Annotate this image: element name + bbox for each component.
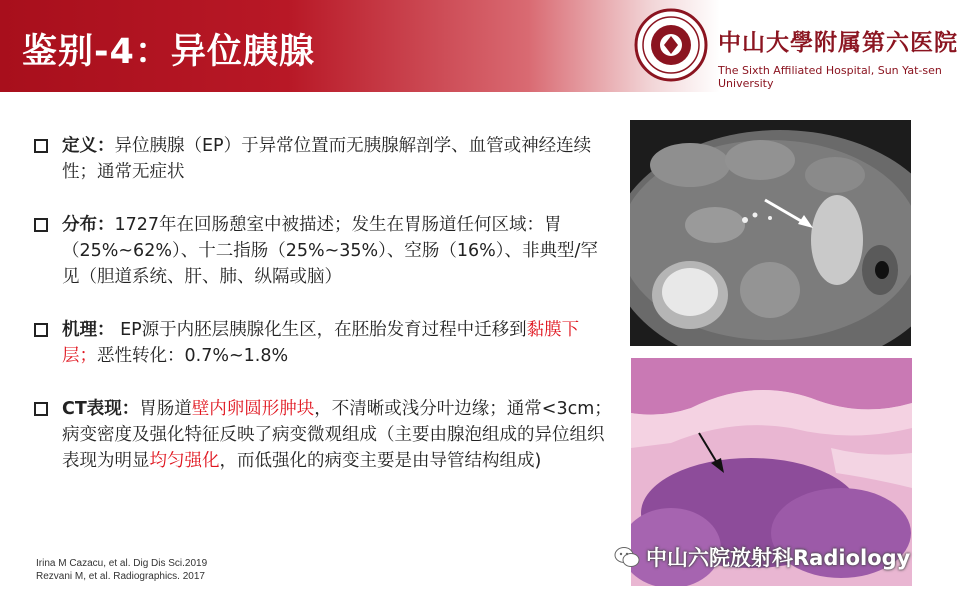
- wechat-icon: [614, 546, 640, 568]
- highlight-text: 黏膜下层；: [62, 320, 580, 366]
- reference-item: Rezvani M, et al. Radiographics. 2017: [36, 571, 205, 582]
- bullet-label: CT表现：: [62, 399, 140, 419]
- header-banner: [0, 0, 960, 92]
- watermark-text: 中山六院放射科Radiology: [646, 546, 911, 570]
- bullet-text: 胃肠道: [139, 399, 192, 419]
- hospital-name: 中山大學附属第六医院: [718, 30, 958, 56]
- watermark: [614, 542, 910, 572]
- highlight-text: 均匀强化: [149, 451, 220, 471]
- checkbox-square-icon: [34, 218, 48, 232]
- bullet-label: 分布：: [62, 215, 115, 235]
- ct-scan-image: [630, 120, 911, 346]
- bullet-label: 机理：: [62, 320, 115, 340]
- hospital-english-name: The Sixth Affiliated Hospital, Sun Yat-sen University: [718, 64, 942, 90]
- bullet-mechanism: [34, 317, 614, 369]
- bullet-distribution: [34, 212, 614, 290]
- bullet-label: 定义：: [62, 136, 115, 156]
- bullet-text: ，而低强化的病变主要是由导管结构组成): [219, 451, 542, 471]
- hospital-logo: [634, 8, 708, 82]
- page-title: 鉴别-4：异位胰腺: [22, 32, 315, 72]
- bullet-text: 异位胰腺（EP）于异常位置而无胰腺解剖学、血管或神经连续性；通常无症状: [62, 136, 592, 182]
- bullet-list: [34, 133, 614, 474]
- checkbox-square-icon: [34, 139, 48, 153]
- bullet-text: 1727年在回肠憩室中被描述；发生在胃肠道任何区域：胃（25%~62%）、十二指肠（25%~35%）、空肠（16%）、非典型/罕见（胆道系统、肝、肺、纵隔或脑）: [62, 215, 598, 287]
- bullet-ct-findings: [34, 396, 614, 474]
- highlight-text: 壁内卵圆形肿块: [191, 399, 315, 419]
- bullet-text: ，不清晰或浅分叶边缘；通常<3cm；病变密度及强化特征反映了病变微观组成（主要由腺泡组成的异位组织表现为明显: [62, 399, 612, 471]
- bullet-definition: [34, 133, 614, 185]
- reference-item: Irina M Cazacu, et al. Dig Dis Sci.2019: [36, 558, 208, 569]
- bullet-text: EP源于内胚层胰腺化生区，在胚胎发育过程中迁移到: [114, 320, 527, 340]
- references: [36, 557, 207, 583]
- checkbox-square-icon: [34, 402, 48, 416]
- bullet-text: 恶性转化：0.7%~1.8%: [97, 346, 289, 366]
- checkbox-square-icon: [34, 323, 48, 337]
